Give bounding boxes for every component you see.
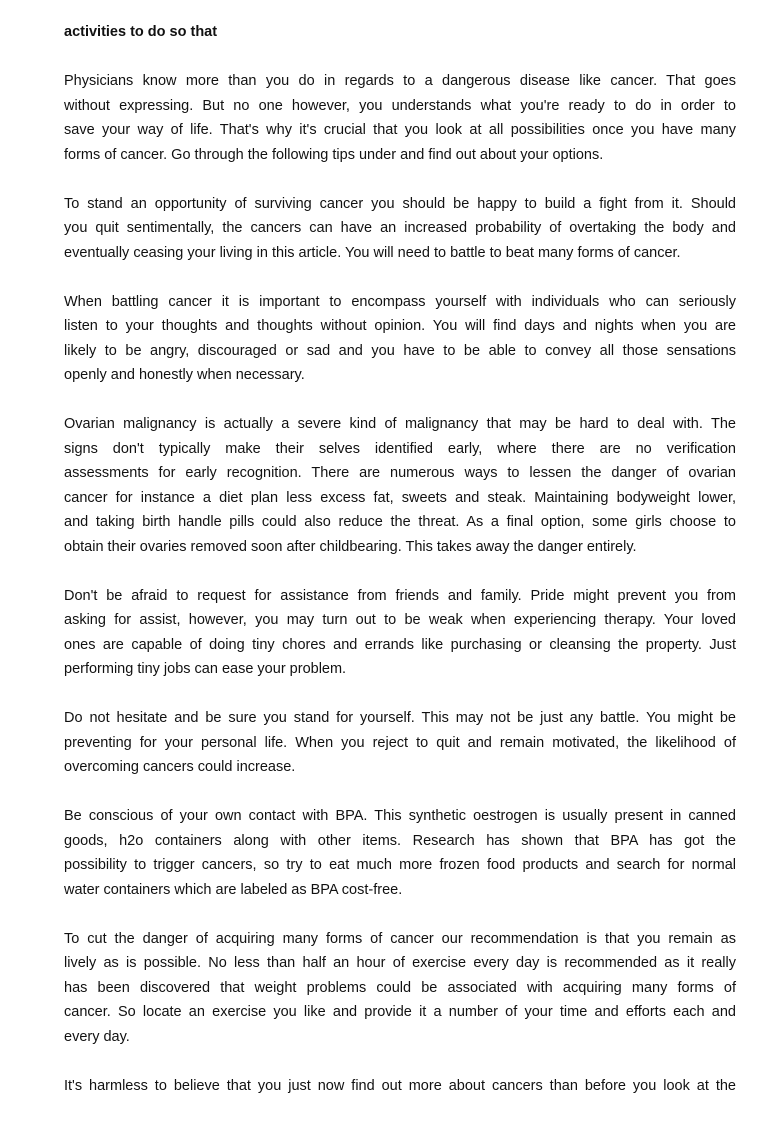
paragraph-line: To stand an opportunity of surviving cancer you should be happy to build a fight from it. Should (64, 195, 736, 212)
paragraph-line: Don't be afraid to request for assistance from friends and family. Pride might prevent you from (64, 587, 736, 604)
paragraph-line: and taking birth handle pills could also reduce the threat. As a final option, some girls choose to (64, 514, 736, 530)
paragraph-line: overcoming cancers could increase. (64, 759, 296, 775)
paragraph-line: has been discovered that weight problems could be associated with acquiring many forms of (64, 979, 736, 996)
paragraph-line: Physicians know more than you do in regards to a dangerous disease like cancer. That goes (64, 73, 736, 89)
paragraph (64, 1074, 736, 1099)
paragraph-line: every day. (64, 1028, 130, 1045)
paragraph-line: Be conscious of your own contact with BPA. This synthetic oestrogen is usually present in canned (64, 808, 736, 824)
paragraph (64, 584, 736, 682)
paragraph-line: listen to your thoughts and thoughts without opinion. You will find days and nights when you are (64, 318, 736, 334)
paragraph-line: cancer. So locate an exercise you like and provide it a number of your time and efforts each and (64, 1004, 736, 1020)
paragraph-line: signs don't typically make their selves identified early, where there are no verification (64, 440, 736, 457)
paragraph-line: water containers which are labeled as BPA cost-free. (64, 881, 403, 898)
paragraph-line: without expressing. But no one however, you understands what you're ready to do in order to (64, 97, 736, 114)
paragraph-line: ones are capable of doing tiny chores and errands like purchasing or cleansing the property. Just (64, 636, 736, 653)
paragraph-line: goods, h2o containers along with other items. Research has shown that BPA has got the (64, 832, 736, 849)
paragraph-line: eventually ceasing your living in this article. You will need to battle to beat many forms of cancer. (64, 244, 681, 261)
paragraph (64, 927, 736, 1050)
paragraph-line: To cut the danger of acquiring many forms of cancer our recommendation is that you remain as (64, 930, 736, 947)
paragraph-line: Ovarian malignancy is actually a severe kind of malignancy that may be hard to deal with. The (64, 416, 736, 432)
paragraph-line: openly and honestly when necessary. (64, 367, 305, 383)
paragraph (64, 69, 736, 167)
paragraph-line: possibility to trigger cancers, so try to eat much more frozen food products and search for normal (64, 857, 736, 873)
paragraph (64, 290, 736, 388)
paragraph-line: you quit sentimentally, the cancers can have an increased probability of overtaking the body and (64, 220, 736, 236)
paragraph-line: performing tiny jobs can ease your problem. (64, 661, 347, 677)
paragraph (64, 706, 736, 780)
paragraph-line: cancer for instance a diet plan less excess fat, sweets and steak. Maintaining bodyweight lower, (64, 489, 736, 506)
document-page (64, 20, 736, 1123)
paragraph-line: save your way of life. That's why it's crucial that you look at all possibilities once you have many (64, 122, 736, 138)
document-heading: activities to do so that (64, 24, 218, 40)
paragraph-line: forms of cancer. Go through the following tips under and find out about your options. (64, 146, 604, 163)
document-body (64, 69, 736, 1098)
paragraph-line: likely to be angry, discouraged or sad and you have to be able to convey all those sensations (64, 342, 736, 359)
paragraph-line: obtain their ovaries removed soon after childbearing. This takes away the danger entirely. (64, 538, 637, 555)
paragraph (64, 192, 736, 266)
paragraph (64, 804, 736, 902)
paragraph-line: When battling cancer it is important to encompass yourself with individuals who can seriously (64, 293, 736, 310)
paragraph-line: Do not hesitate and be sure you stand for yourself. This may not be just any battle. You might be (64, 710, 736, 726)
paragraph-line: assessments for early recognition. There are numerous ways to lessen the danger of ovarian (64, 465, 736, 481)
paragraph (64, 412, 736, 559)
paragraph-line: It's harmless to believe that you just now find out more about cancers than before you look at the (64, 1077, 736, 1094)
paragraph-line: preventing for your personal life. When you reject to quit and remain motivated, the likelihood of (64, 734, 736, 751)
paragraph-line: lively as is possible. No less than half an hour of exercise every day is recommended as it really (64, 955, 736, 971)
paragraph-line: asking for assist, however, you may turn out to be weak when experiencing therapy. Your loved (64, 612, 736, 628)
